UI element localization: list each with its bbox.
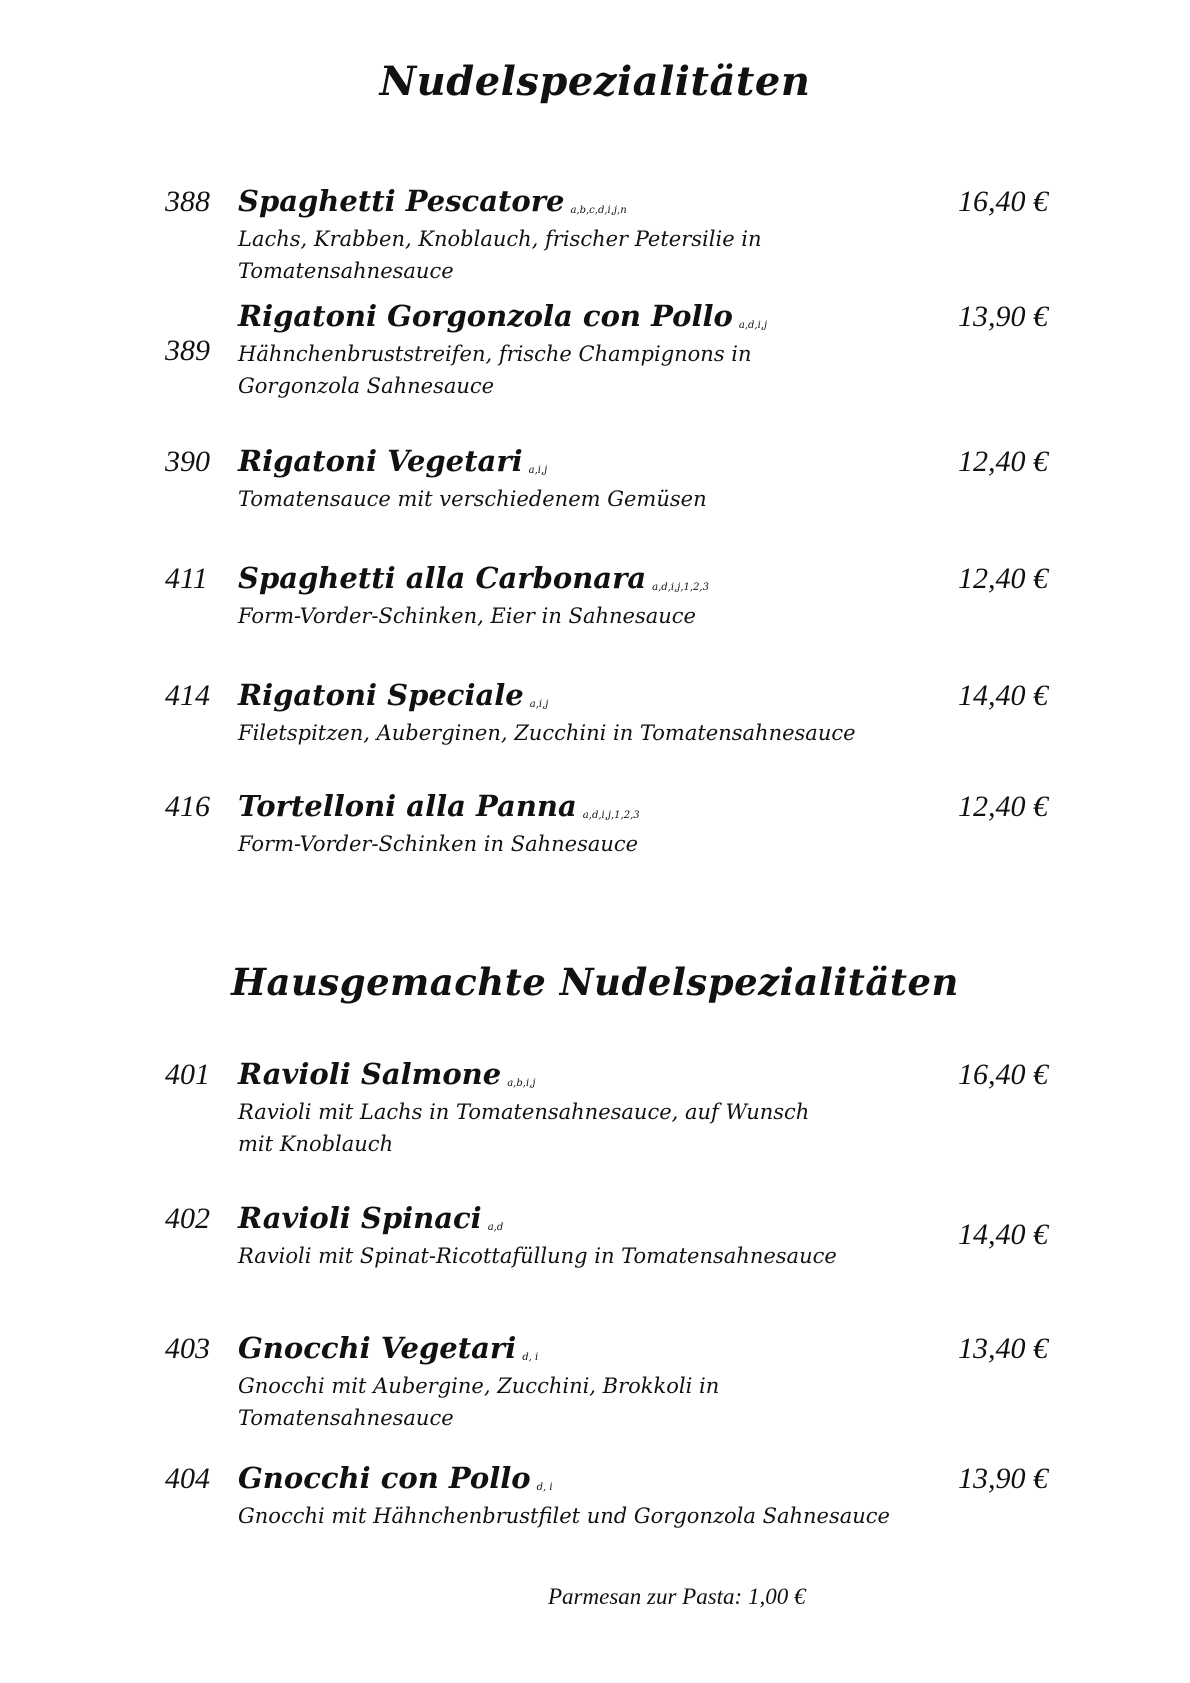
item-price: 12,40 € (958, 790, 1048, 823)
item-name-text: Rigatoni Vegetari (238, 444, 523, 478)
item-name (238, 1331, 538, 1365)
item-name-text: Gnocchi Vegetari (238, 1331, 517, 1365)
item-price: 13,40 € (958, 1332, 1048, 1365)
allergen-codes: a,b,c,d,i,j,n (570, 205, 627, 216)
item-name-text: Gnocchi con Pollo (238, 1461, 531, 1495)
allergen-codes: a,i,j (528, 465, 548, 476)
item-name (238, 299, 767, 333)
item-description: Lachs, Krabben, Knoblauch, frischer Petersilie in Tomatensahnesauce (238, 227, 762, 283)
item-name (238, 789, 640, 823)
item-price: 16,40 € (958, 1058, 1048, 1091)
item-name (238, 444, 547, 478)
item-name-text: Tortelloni alla Panna (238, 789, 577, 823)
item-name-text: Spaghetti Pescatore (238, 184, 565, 218)
allergen-codes: a,d (487, 1222, 504, 1233)
section-title-nudelspezialitaeten: Nudelspezialitäten (379, 58, 811, 105)
item-description: Ravioli mit Lachs in Tomatensahnesauce, auf Wunsch mit Knoblauch (238, 1100, 810, 1156)
item-name-text: Ravioli Salmone (238, 1057, 502, 1091)
allergen-codes: d, i (536, 1482, 553, 1493)
item-description: Tomatensauce mit verschiedenem Gemüsen (238, 487, 707, 511)
allergen-codes: a,d,i,j,1,2,3 (652, 582, 709, 593)
item-price: 13,90 € (958, 300, 1048, 333)
item-number: 403 (165, 1332, 210, 1365)
allergen-codes: a,b,i,j (507, 1078, 536, 1089)
allergen-codes: d, i (522, 1352, 539, 1363)
section-title-hausgemachte: Hausgemachte Nudelspezialitäten (231, 960, 959, 1004)
item-price: 14,40 € (958, 1218, 1048, 1251)
item-number: 388 (165, 185, 210, 218)
item-name (238, 1057, 535, 1091)
item-name-text: Rigatoni Gorgonzola con Pollo (238, 299, 733, 333)
item-name-text: Spaghetti alla Carbonara (238, 561, 647, 595)
item-name (238, 561, 709, 595)
item-name (238, 1201, 503, 1235)
parmesan-note: Parmesan zur Pasta: 1,00 € (548, 1584, 806, 1609)
item-name-text: Ravioli Spinaci (238, 1201, 482, 1235)
item-price: 13,90 € (958, 1462, 1048, 1495)
item-description: Hähnchenbruststreifen, frische Champignons in Gorgonzola Sahnesauce (238, 342, 752, 398)
item-price: 14,40 € (958, 679, 1048, 712)
item-number: 404 (165, 1462, 210, 1495)
item-description: Gnocchi mit Aubergine, Zucchini, Brokkoli in Tomatensahnesauce (238, 1374, 720, 1430)
item-description: Form-Vorder-Schinken, Eier in Sahnesauce (238, 604, 696, 628)
allergen-codes: a,d,i,j (738, 320, 768, 331)
item-number: 389 (165, 334, 210, 367)
item-name (238, 184, 627, 218)
item-number: 416 (165, 790, 210, 823)
item-number: 402 (165, 1202, 210, 1235)
item-name (238, 678, 548, 712)
item-description: Form-Vorder-Schinken in Sahnesauce (238, 832, 639, 856)
item-description: Gnocchi mit Hähnchenbrustfilet und Gorgonzola Sahnesauce (238, 1504, 890, 1528)
item-description: Filetspitzen, Auberginen, Zucchini in Tomatensahnesauce (238, 721, 856, 745)
item-number: 414 (165, 679, 210, 712)
item-number: 390 (165, 445, 210, 478)
item-number: 401 (165, 1058, 210, 1091)
item-name-text: Rigatoni Speciale (238, 678, 524, 712)
item-number: 411 (165, 562, 208, 595)
item-description: Ravioli mit Spinat-Ricottafüllung in Tomatensahnesauce (238, 1244, 837, 1268)
item-price: 16,40 € (958, 185, 1048, 218)
item-name (238, 1461, 553, 1495)
allergen-codes: a,i,j (529, 699, 549, 710)
allergen-codes: a,d,i,j,1,2,3 (582, 810, 640, 821)
item-price: 12,40 € (958, 562, 1048, 595)
item-price: 12,40 € (958, 445, 1048, 478)
